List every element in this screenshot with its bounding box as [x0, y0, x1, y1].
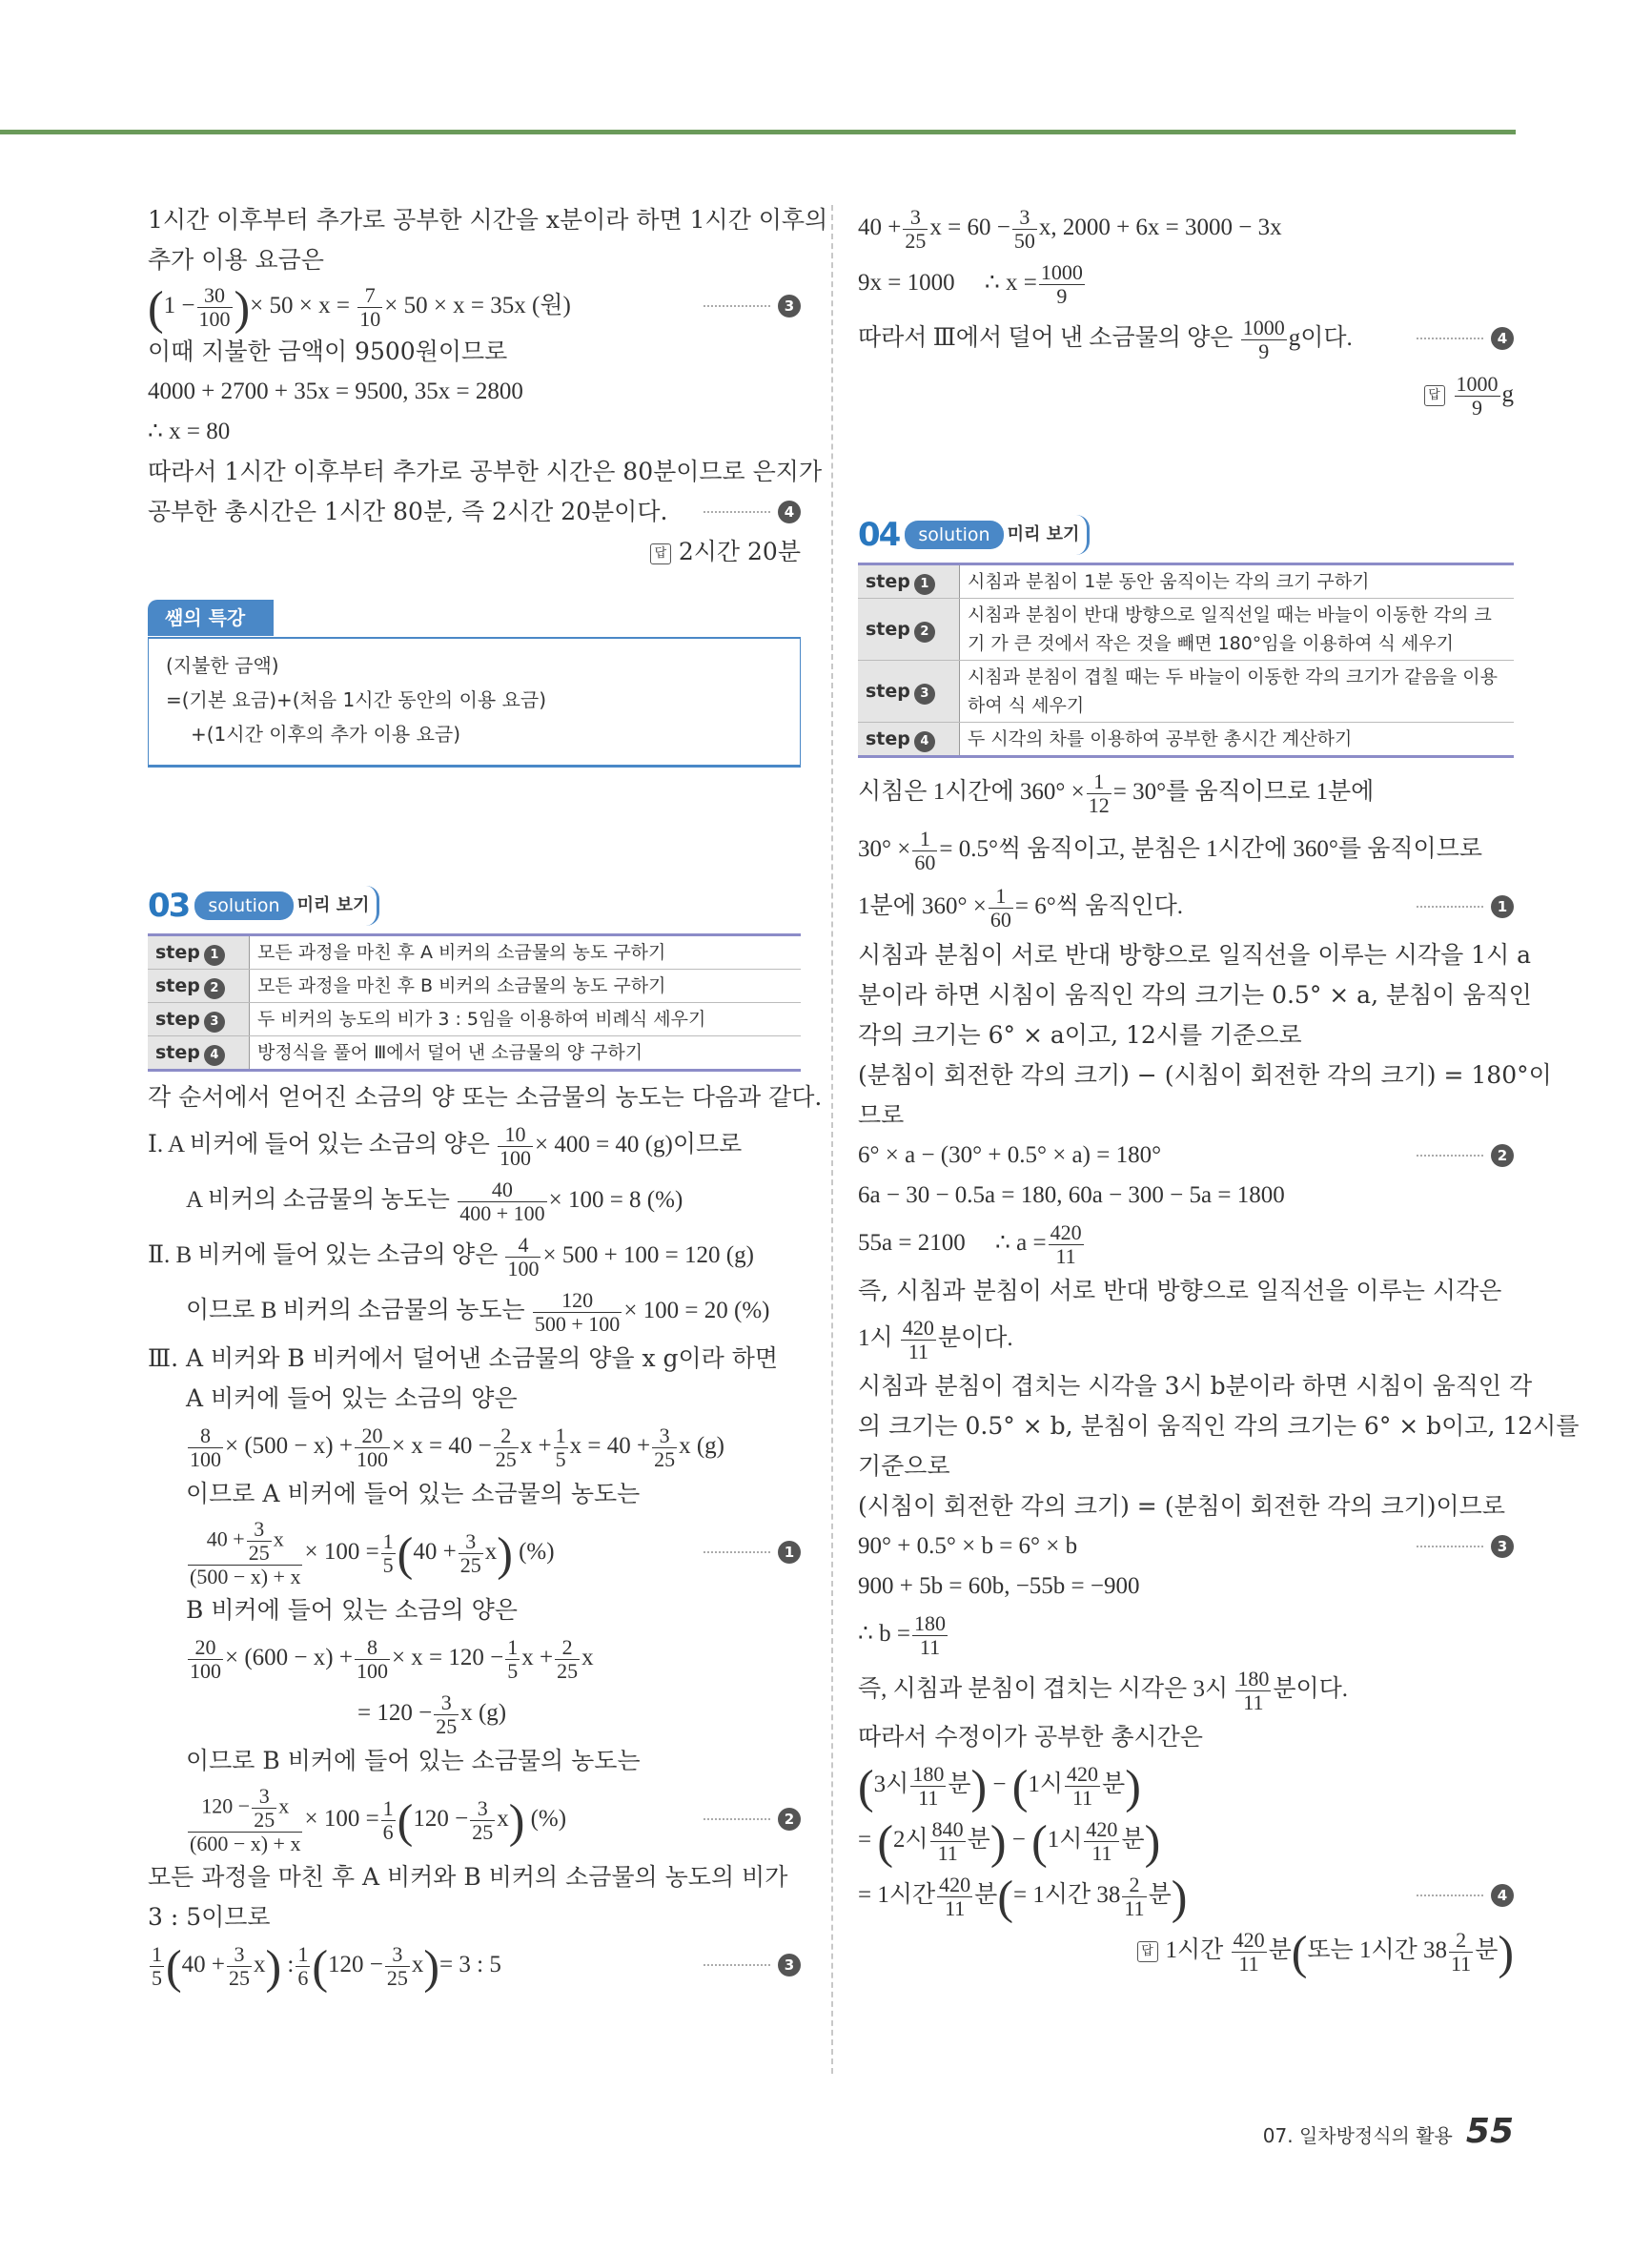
section-title: 07. 일차방정식의 활용 — [1262, 2124, 1453, 2147]
text-line: (시침이 회전한 각의 크기) = (분침이 회전한 각의 크기)이므로 — [858, 1492, 1505, 1520]
equation: = 1시간 $\frac{420}{11}$ 분(= 1시간 38 $\frac{2}{11}$ 분) 4 — [858, 1868, 1514, 1923]
equation: 55a = 2100 ∴ a = $\frac{420}{11}$ — [858, 1219, 1082, 1268]
step-4-marker: 4 — [1491, 1884, 1514, 1907]
text-line: A 비커에 들어 있는 소금의 양은 — [186, 1384, 518, 1412]
text-line: 따라서 1시간 이후부터 추가로 공부한 시간은 80분이므로 은지가 — [148, 458, 823, 485]
text-line: 즉, 시침과 분침이 서로 반대 방향으로 일직선을 이루는 시각은 — [858, 1277, 1502, 1304]
equation: ∴ b = $\frac{180}{11}$ — [858, 1610, 947, 1659]
answer-icon: 답 — [650, 543, 671, 564]
text-line: 모든 과정을 마친 후 A 비커와 B 비커의 소금물의 농도의 비가 — [148, 1863, 788, 1891]
column-divider — [831, 205, 833, 2074]
text-line: 므로 — [858, 1101, 905, 1129]
equation: $\frac{8}{100}$ × (500 − x) + $\frac{20}{100}$ × x = 40 − $\frac{2}{25}$ x + $\frac{1}{5}$ x = 40 + $\frac{3}{25}$ x (g) — [190, 1423, 724, 1471]
equation: 즉, 시침과 분침이 겹치는 시각은 3시 $\frac{180}{11}$ 분이다. — [858, 1666, 1349, 1714]
equation: = (2시 $\frac{840}{11}$ 분) − (1시 $\frac{420}{11}$ 분) — [858, 1814, 1161, 1869]
equation: 6a − 30 − 0.5a = 180, 60a − 300 − 5a = 1800 — [858, 1182, 1285, 1208]
text-line: (분침이 회전한 각의 크기) − (시침이 회전한 각의 크기) = 180°이 — [858, 1061, 1552, 1089]
left-column — [148, 200, 828, 1994]
equation: 1분에 360° × $\frac{1}{60}$ = 6°씩 움직인다. 1 — [858, 878, 1514, 935]
text-line: 각의 크기는 6° × a이고, 12시를 기준으로 — [858, 1021, 1302, 1049]
equation: 시침은 1시간에 360° × $\frac{1}{12}$ = 30°를 움직이므로 1분에 — [858, 768, 1375, 817]
text-line: 분이라 하면 시침이 움직인 각의 크기는 0.5° × a, 분침이 움직인 — [858, 981, 1532, 1009]
equation: Ⅱ. B 비커에 들어 있는 소금의 양은 $\frac{4}{100}$ × 500 + 100 = 120 (g) — [148, 1232, 754, 1280]
text-line: 기준으로 — [858, 1452, 950, 1480]
equation: 40 + $\frac{3}{25}$ x (500 − x) + x × 100 = $\frac{1}{5}$ (40 + $\frac{3}{25}$ x) (%) 1 — [148, 1514, 801, 1590]
step-1-marker: 1 — [1491, 895, 1514, 918]
page-footer — [1263, 2112, 1514, 2151]
text-line: Ⅲ. A 비커와 B 비커에서 덜어낸 소금물의 양을 x g이라 하면 — [148, 1344, 779, 1372]
step-4-marker: 4 — [1491, 327, 1514, 350]
answer-icon: 답 — [1137, 1941, 1158, 1962]
text-line: 각 순서에서 얻어진 소금의 양 또는 소금물의 농도는 다음과 같다. — [148, 1083, 823, 1111]
text-line: 1시간 이후부터 추가로 공부한 시간을 x분이라 하면 1시간 이후의 — [148, 206, 828, 234]
text-line: 공부한 총시간은 1시간 80분, 즉 2시간 20분이다. 4 — [148, 492, 801, 532]
equation: Ⅰ. A 비커에 들어 있는 소금의 양은 $\frac{10}{100}$ × 400 = 40 (g)이므로 — [148, 1121, 743, 1170]
problem-04-header: 04 solution 미리 보기 — [858, 515, 1514, 555]
equation: $\frac{1}{5}$ (40 + $\frac{3}{25}$ x) : $\frac{1}{6}$ (120 − $\frac{3}{25}$ x)= 3 : 5 3 — [148, 1937, 801, 1993]
equation: 30° × $\frac{1}{60}$ = 0.5°씩 움직이고, 분침은 1시간에 360°를 움직이므로 — [858, 826, 1483, 874]
text-line: 시침과 분침이 겹치는 시각을 3시 b분이라 하면 시침이 움직인 각 — [858, 1372, 1533, 1400]
tip-line: (지불한 금액) — [166, 654, 279, 677]
step-3-marker: 3 — [1491, 1535, 1514, 1558]
text-line: 3 : 5이므로 — [148, 1903, 271, 1931]
step-3-marker: 3 — [778, 1954, 801, 1976]
equation: $\frac{20}{100}$ × (600 − x) + $\frac{8}{100}$ × x = 120 − $\frac{1}{5}$ x + $\frac{2}{25}$ x — [190, 1634, 594, 1683]
top-rule — [0, 130, 1516, 134]
equation: 이므로 B 비커의 소금물의 농도는 $\frac{120}{500 + 100}$ × 100 = 20 (%) — [186, 1287, 770, 1336]
equation-fee: (1 − $\frac{30}{100}$ )× 50 × x = $\frac{7}{10}$ × 50 × x = 35x (원) 3 — [148, 280, 801, 332]
answer: 답 2시간 20분 — [148, 532, 801, 572]
text-line: 추가 이용 요금은 — [148, 246, 324, 274]
text-line: 이므로 B 비커에 들어 있는 소금물의 농도는 — [186, 1747, 641, 1774]
equation: 900 + 5b = 60b, −55b = −900 — [858, 1573, 1140, 1599]
page-number: 55 — [1465, 2112, 1514, 2151]
equation: 90° + 0.5° × b = 6° × b 3 — [858, 1526, 1514, 1567]
text-line: 따라서 수정이가 공부한 총시간은 — [858, 1723, 1203, 1751]
equation: 40 + $\frac{3}{25}$ x = 60 − $\frac{3}{50}$ x, 2000 + 6x = 3000 − 3x — [858, 204, 1282, 253]
step-3-marker: 3 — [778, 295, 801, 317]
step-table-04: step 1 시침과 분침이 1분 동안 움직이는 각의 크기 구하기 step 2 시침과 분침이 반대 방향으로 일직선일 때는 바늘이 이동한 각의 크기 가 큰 것에서 작은 것을 빼면 180°임을 이용하여 식 세우기 step 3 시침과 분침이 겹칠 때는 두 바늘이 이동한 각의 크기가 같음을 이용 하여 식 세우기 step 4 두 시각의 차를 이용하여 공부한 총시간 계산하기 — [858, 563, 1514, 758]
text-line: B 비커에 들어 있는 소금의 양은 — [186, 1596, 518, 1624]
equation: (3시 $\frac{180}{11}$ 분) − (1시 $\frac{420}{11}$ 분) — [858, 1759, 1141, 1813]
step-table-03: step 1 모든 과정을 마친 후 A 비커의 소금물의 농도 구하기 step 2 모든 과정을 마친 후 B 비커의 소금물의 농도 구하기 step 3 두 비커의 농도의 비가 3 : 5임을 이용하여 비례식 세우기 step 4 방정식을 풀어 Ⅲ에서 덜어 낸 소금물의 양 구하기 — [148, 933, 801, 1072]
text-line: 의 크기는 0.5° × b, 분침이 움직인 각의 크기는 6° × b이고, 12시를 — [858, 1412, 1580, 1440]
step-2-marker: 2 — [1491, 1144, 1514, 1167]
equation: 9x = 1000 ∴ x = $\frac{1000}{9}$ — [858, 259, 1083, 308]
text-line: 이므로 A 비커에 들어 있는 소금물의 농도는 — [186, 1480, 641, 1507]
equation: 1시 $\frac{420}{11}$ 분이다. — [858, 1315, 1013, 1363]
step-1-marker: 1 — [778, 1541, 801, 1564]
answer-icon: 답 — [1424, 385, 1445, 406]
problem-03-header: 03 solution 미리 보기 — [148, 886, 801, 926]
equation: = 120 − $\frac{3}{25}$ x (g) — [357, 1690, 507, 1738]
right-column — [858, 200, 1580, 1979]
step-2-marker: 2 — [778, 1808, 801, 1831]
equation: 4000 + 2700 + 35x = 9500, 35x = 2800 — [148, 379, 523, 404]
step-4-marker: 4 — [778, 501, 801, 523]
text-line: 시침과 분침이 서로 반대 방향으로 일직선을 이루는 시각을 1시 a — [858, 941, 1532, 969]
equation: 따라서 Ⅲ에서 덜어 낸 소금물의 양은 $\frac{1000}{9}$ g이다. 4 — [858, 311, 1514, 366]
equation: A 비커의 소금물의 농도는 $\frac{40}{400 + 100}$ × 100 = 8 (%) — [186, 1177, 683, 1225]
tip-box — [148, 597, 801, 768]
equation: ∴ x = 80 — [148, 419, 231, 444]
equation: 120 − $\frac{3}{25}$ x (600 − x) + x × 100 = $\frac{1}{6}$ (120 − $\frac{3}{25}$ x) (%) 2 — [148, 1781, 801, 1857]
tip-line: =(기본 요금)+(처음 1시간 동안의 이용 요금) — [166, 688, 547, 711]
answer: 답 $\frac{1000}{9}$ g — [858, 366, 1514, 423]
equation: 6° × a − (30° + 0.5° × a) = 180° 2 — [858, 1136, 1514, 1176]
text-line: 이때 지불한 금액이 9500원이므로 — [148, 338, 508, 365]
tip-line: +(1시간 이후의 추가 이용 요금) — [191, 723, 461, 746]
answer: 답 1시간 $\frac{420}{11}$ 분(또는 1시간 38 $\frac{2}{11}$ 분) — [858, 1923, 1514, 1978]
tip-title: 쌤의 특강 — [148, 600, 274, 636]
